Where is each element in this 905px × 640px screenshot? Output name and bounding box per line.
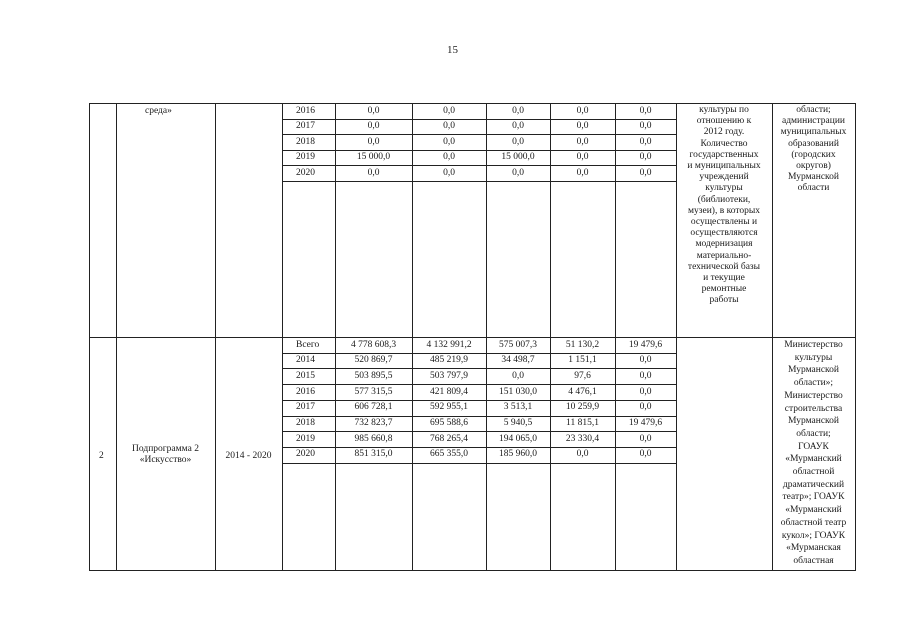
value-cell: 11 815,1 (566, 418, 599, 428)
executor-line: области (797, 183, 830, 194)
year-cell: 2016 (296, 105, 315, 116)
value-cell: 575 007,3 (499, 339, 537, 350)
row-rule (282, 400, 677, 401)
executor-line: Мурманской (788, 416, 839, 427)
row-number: 2 (99, 450, 104, 461)
executor-line: культуры (794, 352, 833, 363)
indicator-line: отношению к (696, 116, 752, 127)
value-cell: 4 476,1 (568, 386, 597, 397)
value-cell: 0,0 (512, 370, 524, 381)
executor-line: «Мурманский (785, 505, 842, 516)
executor-text (772, 105, 855, 195)
value-cell: 0,0 (639, 105, 652, 116)
value-cell: 0,0 (576, 167, 589, 178)
row-rule (282, 134, 677, 135)
indicator-line: материально- (696, 250, 752, 261)
value-cell: 732 823,7 (354, 418, 393, 428)
executor-line: Министерство (784, 390, 843, 401)
value-cell: 0,0 (576, 449, 589, 460)
executor-line: кукол»; ГОАУК (781, 530, 846, 541)
indicator-line: модернизация (695, 239, 753, 250)
row-rule (282, 384, 677, 385)
value-cell: 851 315,0 (354, 449, 393, 460)
block-separator-rule (89, 337, 856, 338)
value-cell: 665 355,0 (430, 449, 468, 460)
value-cell: 151 030,0 (499, 386, 537, 397)
table-top-rule (89, 103, 856, 104)
value-cell: 10 259,9 (565, 402, 600, 413)
indicator-line: Количество (700, 138, 748, 149)
value-cell: 15 000,0 (501, 152, 535, 163)
indicator-line: культуры по (699, 105, 749, 115)
executor-line: области»; (793, 378, 834, 389)
executor-line: Министерство (784, 340, 843, 350)
value-cell: 0,0 (576, 152, 589, 163)
executor-line: муниципальных (780, 127, 847, 138)
value-cell: 503 895,5 (354, 370, 393, 381)
period: 2014 - 2020 (225, 450, 272, 461)
column-rule (215, 103, 216, 571)
indicator-line: ремонтные (701, 284, 747, 295)
value-cell: 0,0 (443, 105, 455, 116)
executor-line: областной театр (780, 517, 847, 528)
executor-line: «Мурманский (785, 454, 842, 465)
value-cell: 577 315,5 (354, 386, 393, 397)
value-cell: 3 513,1 (503, 402, 533, 413)
value-cell: 0,0 (367, 167, 380, 178)
executor-line: Мурманской (788, 365, 839, 376)
column-rule (89, 103, 90, 571)
column-rule (282, 103, 283, 571)
value-cell: 0,0 (639, 152, 652, 163)
value-cell: 503 797,9 (430, 370, 468, 381)
executor-line: областной (792, 467, 835, 478)
value-cell: 0,0 (443, 152, 455, 163)
year-cell: 2017 (296, 121, 315, 132)
year-cell: 2018 (296, 136, 315, 147)
value-cell: 985 660,8 (354, 433, 393, 444)
executor-line: «Мурманская (786, 543, 841, 554)
indicator-line: (библиотеки, (697, 194, 751, 205)
year-cell: 2015 (296, 370, 315, 381)
executor-line: области; (796, 428, 831, 439)
indicator-line: 2012 году. (703, 127, 745, 138)
value-cell: 0,0 (367, 105, 380, 116)
executor-line: (городских (791, 149, 836, 160)
row-rule (282, 431, 677, 432)
column-rule (855, 103, 856, 571)
executor-line: образований (788, 138, 839, 149)
year-cell: 2016 (296, 386, 315, 397)
value-cell: 0,0 (512, 167, 524, 178)
indicator-line: государственных (689, 149, 759, 160)
value-cell: 0,0 (367, 121, 380, 132)
executor-line: администрации (781, 116, 846, 127)
value-cell: 520 869,7 (354, 355, 393, 366)
row-rule (282, 353, 677, 354)
year-cell: 2014 (296, 355, 315, 366)
executor-line: областная (793, 555, 834, 566)
value-cell: 4 132 991,2 (426, 339, 472, 350)
table-bottom-rule (89, 570, 856, 571)
row-rule (282, 416, 677, 417)
value-cell: 0,0 (639, 167, 652, 178)
row-rule (282, 150, 677, 151)
page-number: 15 (447, 44, 458, 56)
row-rule (282, 463, 677, 464)
value-cell: 0,0 (443, 121, 455, 132)
executor-text (772, 339, 855, 568)
value-cell: 592 955,1 (430, 402, 468, 413)
indicator-line: работы (709, 295, 739, 306)
value-cell: 51 130,2 (565, 339, 600, 350)
year-cell: 2019 (296, 433, 315, 444)
value-cell: 23 330,4 (565, 433, 600, 444)
value-cell: 5 940,5 (503, 418, 533, 428)
indicator-line: и текущие (703, 273, 745, 284)
value-cell: 4 778 608,3 (350, 339, 397, 350)
indicator-line: осуществлены и (690, 217, 758, 228)
year-cell: 2017 (296, 402, 315, 413)
executor-line: драматический (782, 479, 845, 490)
value-cell: 606 728,1 (354, 402, 393, 413)
value-cell: 185 960,0 (499, 449, 537, 460)
value-cell: 15 000,0 (356, 152, 391, 163)
value-cell: 19 479,6 (628, 339, 663, 350)
value-cell: 0,0 (367, 136, 380, 147)
executor-line: ГОАУК (798, 441, 829, 452)
value-cell: 0,0 (639, 402, 652, 413)
value-cell: 0,0 (639, 449, 652, 460)
executor-line: области; (796, 105, 831, 115)
subprogram-name: Подпрограмма 2 (132, 443, 199, 454)
value-cell: 0,0 (576, 136, 589, 147)
value-cell: 0,0 (639, 370, 652, 381)
row-rule (282, 165, 677, 166)
row-rule (282, 181, 677, 182)
value-cell: 0,0 (639, 136, 652, 147)
year-cell: 2020 (296, 449, 315, 460)
value-cell: 0,0 (639, 433, 652, 444)
row-rule (282, 447, 677, 448)
executor-line: театр»; ГОАУК (782, 492, 845, 503)
value-cell: 0,0 (512, 105, 524, 116)
year-cell: 2020 (296, 167, 315, 178)
indicator-line: культуры (705, 183, 743, 194)
value-cell: 194 065,0 (499, 433, 537, 444)
executor-line: округов) (796, 161, 831, 172)
value-cell: 1 151,1 (568, 355, 597, 366)
indicator-text (676, 105, 772, 307)
year-cell: Всего (296, 339, 320, 350)
indicator-line: осуществляются (690, 228, 758, 239)
value-cell: 19 479,6 (628, 418, 663, 428)
value-cell: 34 498,7 (501, 355, 535, 366)
indicator-line: и муниципальных (687, 161, 761, 172)
year-cell: 2018 (296, 418, 315, 428)
value-cell: 768 265,4 (430, 433, 468, 444)
value-cell: 0,0 (576, 105, 589, 116)
value-cell: 485 219,9 (430, 355, 468, 366)
row-rule (282, 119, 677, 120)
row-rule (282, 368, 677, 369)
indicator-line: музеи), в которых (687, 205, 760, 216)
indicator-line: учреждений (699, 172, 749, 183)
value-cell: 0,0 (512, 121, 524, 132)
measure-name: среда» (145, 106, 172, 116)
year-cell: 2019 (296, 152, 315, 163)
value-cell: 695 588,6 (430, 418, 468, 428)
value-cell: 0,0 (639, 386, 652, 397)
value-cell: 0,0 (443, 136, 455, 147)
value-cell: 0,0 (639, 355, 652, 366)
value-cell: 421 809,4 (430, 386, 468, 397)
value-cell: 0,0 (639, 121, 652, 132)
indicator-line: технической базы (687, 261, 761, 272)
value-cell: 0,0 (443, 167, 455, 178)
executor-line: строительства (784, 403, 843, 414)
value-cell: 97,6 (574, 370, 591, 381)
subprogram-name: «Искусство» (139, 455, 192, 465)
value-cell: 0,0 (512, 136, 524, 147)
value-cell: 0,0 (576, 121, 589, 132)
column-rule (116, 103, 117, 571)
executor-line: Мурманской (788, 172, 839, 183)
